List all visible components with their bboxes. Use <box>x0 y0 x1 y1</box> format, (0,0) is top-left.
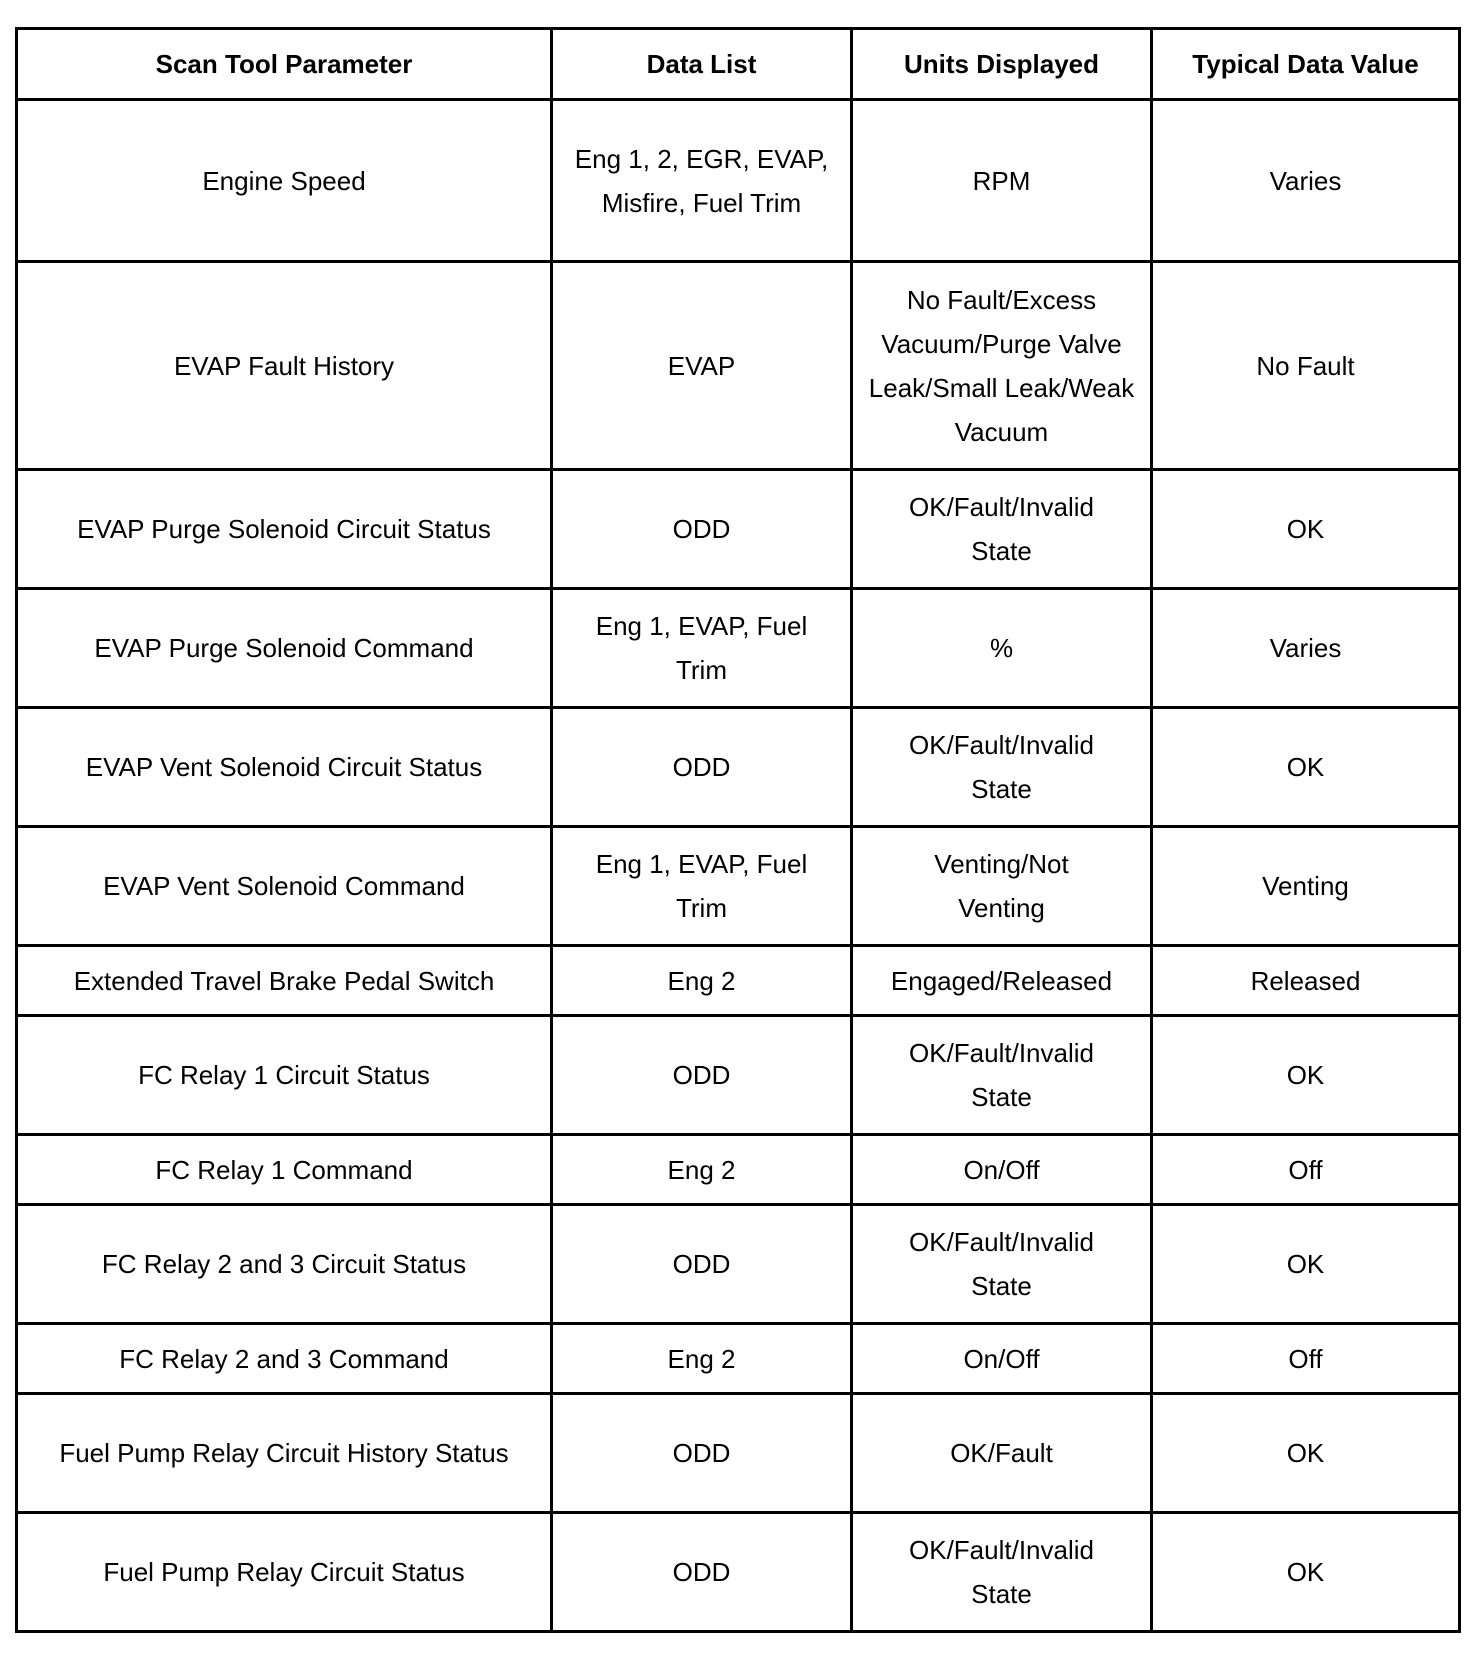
cell-parameter: Engine Speed <box>17 100 552 262</box>
cell-units: OK/Fault/Invalid State <box>852 1016 1152 1135</box>
cell-units: Engaged/Released <box>852 946 1152 1016</box>
table-row <box>17 470 1460 589</box>
cell-parameter: FC Relay 1 Command <box>17 1135 552 1205</box>
cell-units: OK/Fault/Invalid State <box>852 1513 1152 1632</box>
cell-units: RPM <box>852 100 1152 262</box>
cell-data-list: ODD <box>552 470 852 589</box>
scan-tool-data-table <box>15 27 1461 1633</box>
cell-data-list: Eng 2 <box>552 946 852 1016</box>
table-row <box>17 946 1460 1016</box>
cell-typical-value: Off <box>1152 1324 1460 1394</box>
table-row <box>17 589 1460 708</box>
cell-typical-value: OK <box>1152 1205 1460 1324</box>
cell-units: OK/Fault/Invalid State <box>852 470 1152 589</box>
cell-data-list: Eng 2 <box>552 1324 852 1394</box>
cell-typical-value: OK <box>1152 708 1460 827</box>
cell-typical-value: OK <box>1152 1513 1460 1632</box>
cell-data-list: ODD <box>552 1016 852 1135</box>
cell-data-list: ODD <box>552 1513 852 1632</box>
cell-typical-value: Varies <box>1152 589 1460 708</box>
cell-data-list: Eng 1, EVAP, Fuel Trim <box>552 589 852 708</box>
table-row <box>17 1135 1460 1205</box>
cell-parameter: EVAP Purge Solenoid Circuit Status <box>17 470 552 589</box>
table-row <box>17 708 1460 827</box>
cell-parameter: FC Relay 2 and 3 Circuit Status <box>17 1205 552 1324</box>
cell-parameter: EVAP Purge Solenoid Command <box>17 589 552 708</box>
header-data-list: Data List <box>552 29 852 100</box>
table-row <box>17 1324 1460 1394</box>
header-units-displayed: Units Displayed <box>852 29 1152 100</box>
cell-typical-value: Off <box>1152 1135 1460 1205</box>
cell-parameter: Extended Travel Brake Pedal Switch <box>17 946 552 1016</box>
table-row <box>17 1394 1460 1513</box>
cell-data-list: ODD <box>552 1394 852 1513</box>
cell-parameter: FC Relay 1 Circuit Status <box>17 1016 552 1135</box>
cell-typical-value: Varies <box>1152 100 1460 262</box>
cell-units: Venting/Not Venting <box>852 827 1152 946</box>
table-row <box>17 262 1460 470</box>
header-typical-data-value: Typical Data Value <box>1152 29 1460 100</box>
cell-typical-value: No Fault <box>1152 262 1460 470</box>
cell-parameter: Fuel Pump Relay Circuit History Status <box>17 1394 552 1513</box>
cell-units: No Fault/Excess Vacuum/Purge Valve Leak/Small Leak/Weak Vacuum <box>852 262 1152 470</box>
cell-typical-value: Released <box>1152 946 1460 1016</box>
cell-units: OK/Fault <box>852 1394 1152 1513</box>
cell-units: On/Off <box>852 1135 1152 1205</box>
cell-units: OK/Fault/Invalid State <box>852 708 1152 827</box>
cell-parameter: EVAP Vent Solenoid Circuit Status <box>17 708 552 827</box>
cell-parameter: EVAP Vent Solenoid Command <box>17 827 552 946</box>
cell-data-list: EVAP <box>552 262 852 470</box>
cell-typical-value: OK <box>1152 470 1460 589</box>
header-scan-tool-parameter: Scan Tool Parameter <box>17 29 552 100</box>
cell-typical-value: Venting <box>1152 827 1460 946</box>
table-row <box>17 1205 1460 1324</box>
cell-parameter: Fuel Pump Relay Circuit Status <box>17 1513 552 1632</box>
cell-parameter: EVAP Fault History <box>17 262 552 470</box>
table-row <box>17 1513 1460 1632</box>
cell-data-list: Eng 1, 2, EGR, EVAP, Misfire, Fuel Trim <box>552 100 852 262</box>
cell-typical-value: OK <box>1152 1016 1460 1135</box>
cell-data-list: ODD <box>552 1205 852 1324</box>
cell-units: OK/Fault/Invalid State <box>852 1205 1152 1324</box>
cell-data-list: Eng 1, EVAP, Fuel Trim <box>552 827 852 946</box>
header-row <box>17 29 1460 100</box>
cell-units: % <box>852 589 1152 708</box>
cell-typical-value: OK <box>1152 1394 1460 1513</box>
table-row <box>17 827 1460 946</box>
table-row <box>17 100 1460 262</box>
cell-data-list: Eng 2 <box>552 1135 852 1205</box>
cell-parameter: FC Relay 2 and 3 Command <box>17 1324 552 1394</box>
cell-units: On/Off <box>852 1324 1152 1394</box>
cell-data-list: ODD <box>552 708 852 827</box>
table-row <box>17 1016 1460 1135</box>
